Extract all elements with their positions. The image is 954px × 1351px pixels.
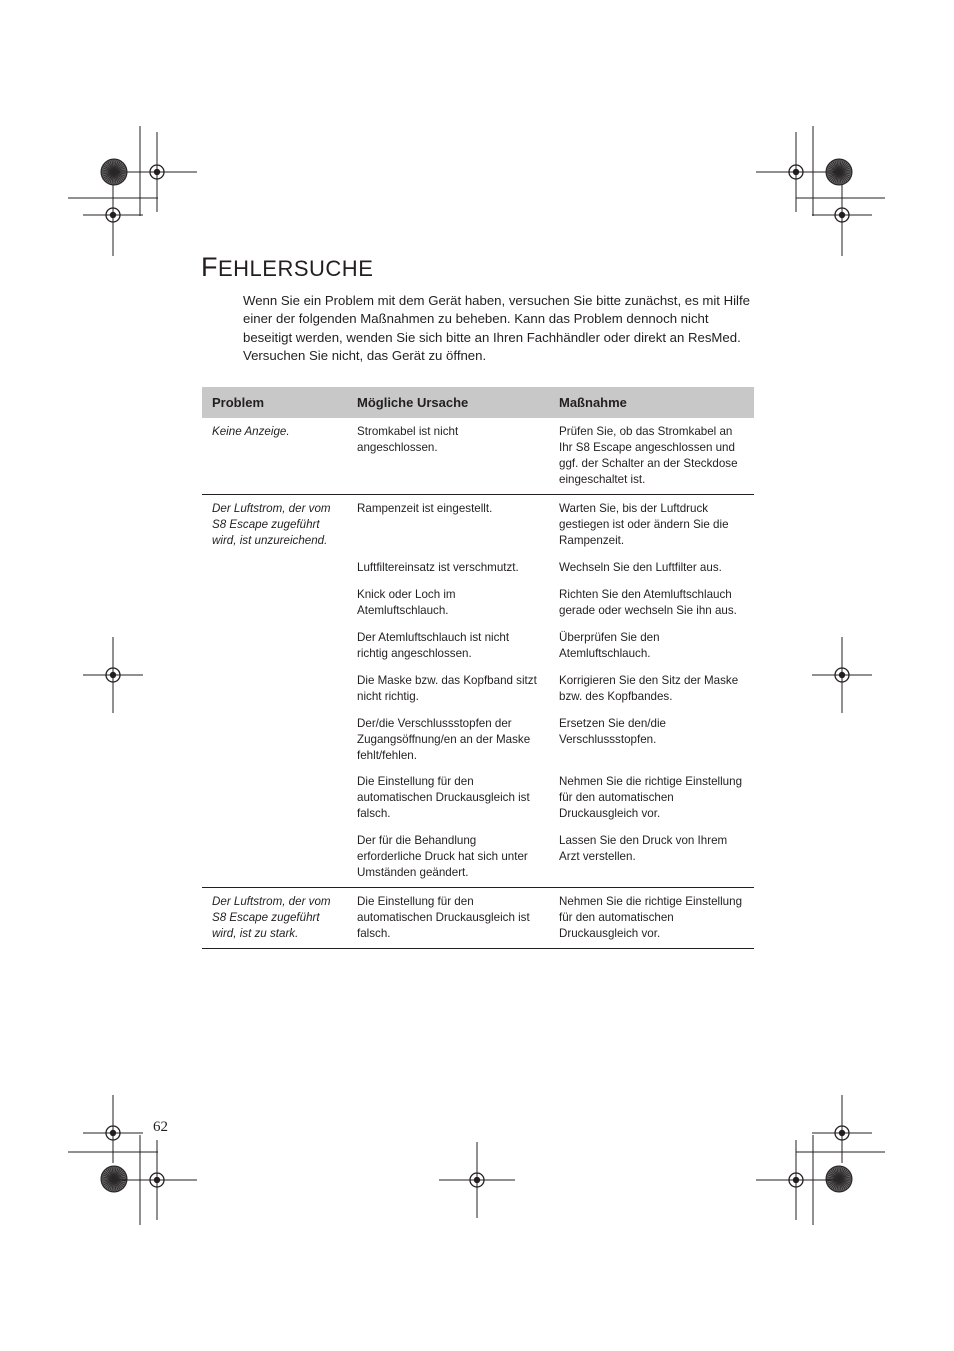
table-row xyxy=(202,495,754,555)
problem-cell xyxy=(202,710,347,768)
action-cell: Richten Sie den Atemluftschlauch gerade oder wechseln Sie ihn aus. xyxy=(559,588,737,617)
problem-cell xyxy=(202,554,347,581)
title-rest: EHLERSUCHE xyxy=(218,256,374,281)
action-cell: Nehmen Sie die richtige Einstellung für den automatischen Druckausgleich vor. xyxy=(549,888,754,949)
intro-paragraph: Wenn Sie ein Problem mit dem Gerät haben, versuchen Sie bitte zunächst, es mit Hilfe einer der folgenden Maßnahmen zu beheben. Kann das Problem dennoch nicht beseitigt werden, wenden Sie sich bitte an Ihren Fachhändler oder direkt an ResMed. Versuchen Sie nicht, das Gerät zu öffnen. xyxy=(243,293,750,363)
table-header-row xyxy=(202,387,754,418)
action-cell: Wechseln Sie den Luftfilter aus. xyxy=(559,561,722,574)
page-title xyxy=(201,252,373,283)
problem-cell xyxy=(202,667,347,710)
problem-cell xyxy=(202,827,347,888)
table-row xyxy=(202,667,754,710)
table-row xyxy=(202,554,754,581)
action-cell: Nehmen Sie die richtige Einstellung für den automatischen Druckausgleich vor. xyxy=(559,775,743,820)
problem-cell xyxy=(202,768,347,827)
header-cause: Mögliche Ursache xyxy=(347,387,549,418)
table-row xyxy=(202,710,754,768)
cause-cell: Der Atemluftschlauch ist nicht richtig angeschlossen. xyxy=(357,631,510,660)
problem-cell xyxy=(202,581,347,624)
table-row xyxy=(202,581,754,624)
registration-dot-icon xyxy=(793,1177,799,1183)
cause-cell: Die Einstellung für den automatischen Druckausgleich ist falsch. xyxy=(347,888,549,949)
registration-dot-icon xyxy=(793,169,799,175)
table-row xyxy=(202,888,754,949)
title-initial: F xyxy=(201,252,218,282)
cause-cell: Die Einstellung für den automatischen Druckausgleich ist falsch. xyxy=(357,775,530,820)
troubleshooting-table xyxy=(202,387,754,949)
action-cell: Überprüfen Sie den Atemluftschlauch. xyxy=(559,631,660,660)
action-cell: Lassen Sie den Druck von Ihrem Arzt verstellen. xyxy=(549,827,754,888)
cause-cell: Rampenzeit ist eingestellt. xyxy=(357,502,493,515)
cause-cell: Stromkabel ist nicht angeschlossen. xyxy=(347,418,549,495)
table-row xyxy=(202,827,754,888)
problem-cell: Der Luftstrom, der vom S8 Escape zugeführt wird, ist zu stark. xyxy=(202,888,347,949)
page-number: 62 xyxy=(153,1119,168,1135)
action-cell: Ersetzen Sie den/die Verschlussstopfen. xyxy=(559,717,666,746)
problem-cell: Der Luftstrom, der vom S8 Escape zugeführt wird, ist unzureichend. xyxy=(212,502,331,547)
cause-cell: Die Maske bzw. das Kopfband sitzt nicht richtig. xyxy=(357,674,537,703)
action-cell: Korrigieren Sie den Sitz der Maske bzw. des Kopfbandes. xyxy=(559,674,739,703)
table-body xyxy=(202,418,754,949)
registration-dot-icon xyxy=(154,169,160,175)
registration-dot-icon xyxy=(474,1177,480,1183)
cause-cell: Der für die Behandlung erforderliche Druck hat sich unter Umständen geändert. xyxy=(347,827,549,888)
problem-cell: Keine Anzeige. xyxy=(202,418,347,495)
header-problem: Problem xyxy=(202,387,347,418)
table-row xyxy=(202,418,754,495)
cause-cell: Luftfiltereinsatz ist verschmutzt. xyxy=(357,561,519,574)
table-row xyxy=(202,624,754,667)
action-cell: Warten Sie, bis der Luftdruck gestiegen ist oder ändern Sie die Rampenzeit. xyxy=(559,502,729,547)
table-row xyxy=(202,768,754,827)
registration-dot-icon xyxy=(154,1177,160,1183)
action-cell: Prüfen Sie, ob das Stromkabel an Ihr S8 Escape angeschlossen und ggf. der Schalter an der Steckdose eingeschaltet ist. xyxy=(549,418,754,495)
problem-cell xyxy=(202,624,347,667)
header-action: Maßnahme xyxy=(549,387,754,418)
cause-cell: Der/die Verschlussstopfen der Zugangsöffnung/en an der Maske fehlt/fehlen. xyxy=(357,717,531,762)
cause-cell: Knick oder Loch im Atemluftschlauch. xyxy=(357,588,456,617)
